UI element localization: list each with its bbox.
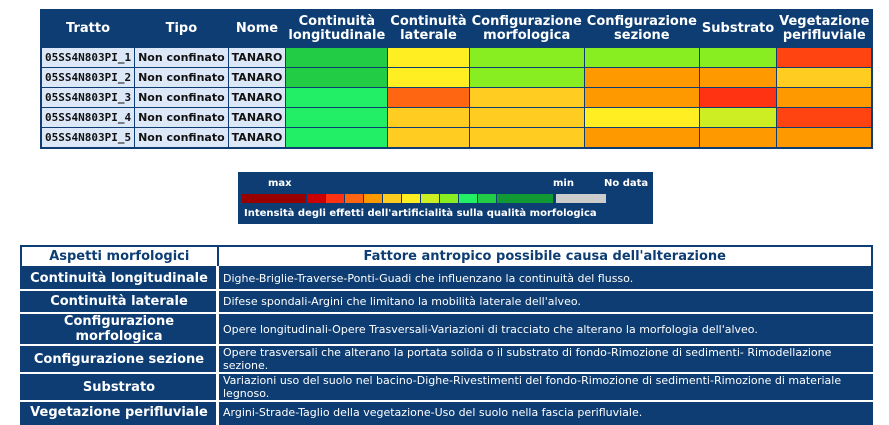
table-row [41, 108, 872, 128]
header-aspetti-morfologici: Aspetti morfologici [21, 246, 218, 267]
header-tratto: Tratto [41, 10, 135, 48]
rating-cell [699, 128, 776, 149]
rating-cell [584, 48, 699, 68]
header-fattore-antropico: Fattore antropico possibile causa dell'alterazione [218, 246, 873, 267]
rating-cell [777, 88, 873, 108]
morphology-quality-table [40, 9, 873, 149]
legend-max-label: max [268, 178, 292, 189]
rating-cell [286, 128, 388, 149]
header-configurazione-sezione: Configurazione sezione [584, 10, 699, 48]
aspect-factor: Variazioni uso del suolo nel bacino-Dighe-Rivestimenti del fondo-Rimozione di sedimenti-Rimozione di materiale legnoso. [218, 373, 873, 401]
rating-cell [469, 48, 584, 68]
table-row [21, 290, 872, 313]
header-continuita-laterale: Continuità laterale [388, 10, 469, 48]
rating-cell [388, 48, 469, 68]
legend-swatch [383, 194, 401, 203]
table-row [41, 88, 872, 108]
rating-cell [286, 48, 388, 68]
table-row [21, 401, 872, 424]
rating-cell [388, 108, 469, 128]
legend-swatch [497, 194, 553, 203]
rating-cell [286, 88, 388, 108]
cell-tratto: 05SS4N803PI_2 [41, 68, 135, 88]
table-row [41, 128, 872, 149]
rating-cell [699, 68, 776, 88]
legend-swatch [478, 194, 496, 203]
aspect-name: Vegetazione perifluviale [21, 401, 218, 424]
aspect-name: Configurazione sezione [21, 345, 218, 373]
aspect-name: Substrato [21, 373, 218, 401]
header-continuita-longitudinale: Continuità longitudinale [286, 10, 388, 48]
table-row [41, 68, 872, 88]
table-header-row [41, 10, 872, 48]
rating-cell [584, 68, 699, 88]
cell-tratto: 05SS4N803PI_3 [41, 88, 135, 108]
cell-nome: TANARO [228, 48, 286, 68]
aspect-factor: Argini-Strade-Taglio della vegetazione-Uso del suolo nella fascia perifluviale. [218, 401, 873, 424]
table-row [21, 373, 872, 401]
aspects-header-row [21, 246, 872, 267]
cell-tratto: 05SS4N803PI_5 [41, 128, 135, 149]
rating-cell [388, 88, 469, 108]
cell-tipo: Non confinato [135, 68, 229, 88]
rating-cell [584, 108, 699, 128]
rating-cell [286, 108, 388, 128]
rating-cell [777, 128, 873, 149]
cell-nome: TANARO [228, 68, 286, 88]
cell-tratto: 05SS4N803PI_4 [41, 108, 135, 128]
rating-cell [469, 128, 584, 149]
aspect-name: Configurazione morfologica [21, 313, 218, 345]
cell-nome: TANARO [228, 88, 286, 108]
rating-cell [777, 48, 873, 68]
aspect-factor: Opere trasversali che alterano la portata solida o il substrato di fondo-Rimozione di sedimenti- Rimodellazione sezione. [218, 345, 873, 373]
legend-swatch [402, 194, 420, 203]
cell-tratto: 05SS4N803PI_1 [41, 48, 135, 68]
rating-cell [388, 68, 469, 88]
rating-cell [584, 128, 699, 149]
legend-caption: Intensità degli effetti dell'artificialità sulla qualità morfologica [244, 208, 597, 219]
rating-cell [699, 88, 776, 108]
table-row [41, 48, 872, 68]
rating-cell [777, 68, 873, 88]
legend-swatch [421, 194, 439, 203]
header-configurazione-morfologica: Configurazione morfologica [469, 10, 584, 48]
header-substrato: Substrato [699, 10, 776, 48]
header-vegetazione-perifluviale: Vegetazione perifluviale [777, 10, 873, 48]
rating-cell [699, 108, 776, 128]
rating-cell [777, 108, 873, 128]
aspect-factor: Opere longitudinali-Opere Trasversali-Variazioni di tracciato che alterano la morfologia dell'alveo. [218, 313, 873, 345]
header-nome: Nome [228, 10, 286, 48]
legend-swatch [345, 194, 363, 203]
cell-tipo: Non confinato [135, 108, 229, 128]
rating-cell [469, 108, 584, 128]
legend-nodata-swatch [556, 194, 606, 203]
legend-color-scale [242, 194, 607, 203]
legend-swatch [307, 194, 325, 203]
rating-cell [584, 88, 699, 108]
legend-min-label: min [553, 178, 574, 189]
aspect-factor: Difese spondali-Argini che limitano la mobilità laterale dell'alveo. [218, 290, 873, 313]
aspects-table [20, 245, 873, 425]
aspect-factor: Dighe-Briglie-Traverse-Ponti-Guadi che influenzano la continuità del flusso. [218, 267, 873, 290]
legend-swatch [440, 194, 458, 203]
legend-swatch [326, 194, 344, 203]
color-legend [238, 172, 653, 224]
aspect-name: Continuità longitudinale [21, 267, 218, 290]
aspect-name: Continuità laterale [21, 290, 218, 313]
rating-cell [388, 128, 469, 149]
cell-tipo: Non confinato [135, 48, 229, 68]
cell-tipo: Non confinato [135, 88, 229, 108]
header-tipo: Tipo [135, 10, 229, 48]
table-row [21, 345, 872, 373]
cell-nome: TANARO [228, 108, 286, 128]
legend-swatch [459, 194, 477, 203]
cell-tipo: Non confinato [135, 128, 229, 149]
rating-cell [286, 68, 388, 88]
rating-cell [469, 88, 584, 108]
cell-nome: TANARO [228, 128, 286, 149]
legend-swatch [364, 194, 382, 203]
table-row [21, 313, 872, 345]
table-row [21, 267, 872, 290]
legend-nodata-label: No data [604, 178, 649, 189]
rating-cell [469, 68, 584, 88]
rating-cell [699, 48, 776, 68]
legend-swatch [242, 194, 306, 203]
